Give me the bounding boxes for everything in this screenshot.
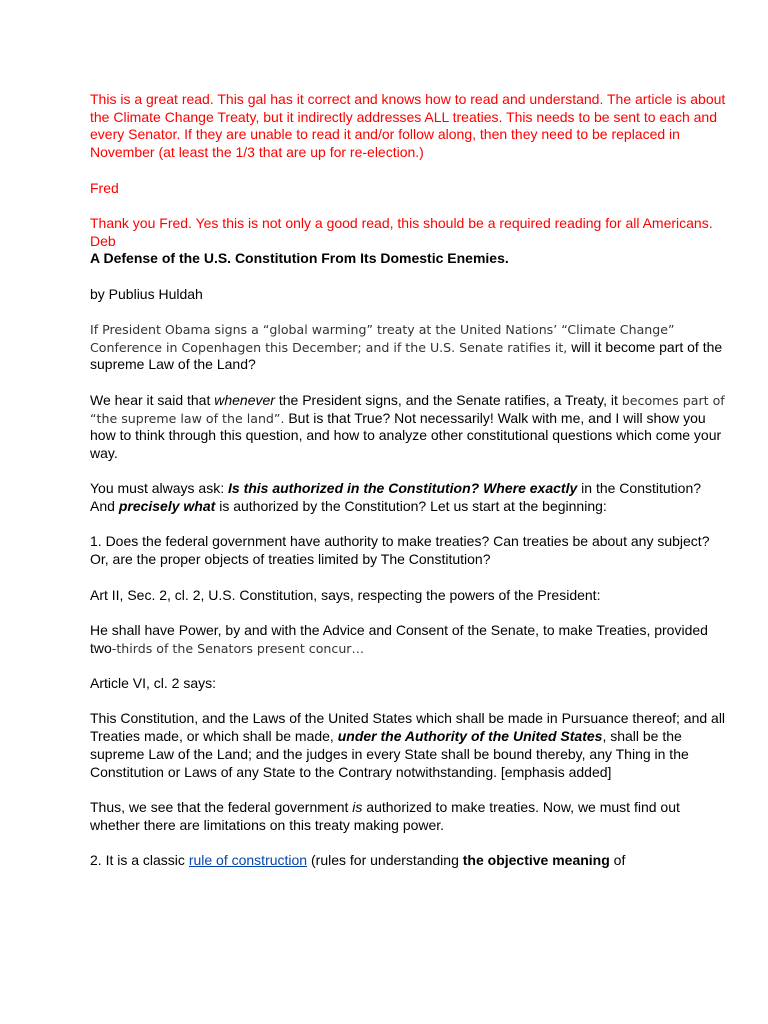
paragraph-9-emphasis: is <box>352 798 363 815</box>
paragraph-10 <box>90 852 728 870</box>
paragraph-6 <box>90 622 728 657</box>
paragraph-1-lead: If President Obama signs a “global warming” treaty at the United Nations’ “Climate Change” Conference in Copenhagen this December; and if the U.S. Senate ratifies it, <box>90 322 675 355</box>
paragraph-3-a: You must always ask: <box>90 480 228 497</box>
rule-of-construction-link[interactable]: rule of construction <box>188 852 308 869</box>
paragraph-6-b: -thirds of the Senators present concur… <box>111 640 365 656</box>
paragraph-3-precisely: precisely what <box>118 498 216 515</box>
paragraph-9-a: Thus, we see that the federal government <box>90 798 353 815</box>
paragraph-2-d: But is that True? Not necessarily! Walk with me, and I will show you how to think through this question, and how to analyze other constitutional questions which come your way. <box>90 409 722 461</box>
paragraph-2-quote: becomes part of “the supreme law of the land”. <box>90 392 725 426</box>
paragraph-1 <box>90 321 728 374</box>
paragraph-9 <box>90 799 728 834</box>
paragraph-8-a: This Constitution, and the Laws of the United States which shall be made in Pursuance thereof; and all Treaties made, or which shall be made, <box>90 710 726 745</box>
paragraph-9-b: authorized to make treaties. Now, we must find out whether there are limitations on this treaty making power. <box>90 798 680 833</box>
intro-reply: Thank you Fred. Yes this is not only a good read, this should be a required reading for all Americans. Deb <box>90 214 713 249</box>
paragraph-8-c: , shall be the supreme Law of the Land; and the judges in every State shall be bound thereby, any Thing in the Constitution or Laws of any State to the Contrary notwithstanding. [emphasis added] <box>90 728 689 780</box>
intro-signature: Fred <box>90 179 119 196</box>
paragraph-8-emphasis: under the Authority of the United States <box>337 728 603 745</box>
paragraph-2-a: We hear it said that <box>90 391 215 408</box>
paragraph-2-b: the President signs, and the Senate ratifies, a Treaty, it <box>274 391 618 408</box>
paragraph-10-bold: the objective meaning <box>462 852 610 869</box>
paragraph-10-a: 2. It is a classic <box>90 852 189 869</box>
paragraph-1-question: will it become part of the supreme Law of the Land? <box>90 338 723 373</box>
paragraph-3-e: is authorized by the Constitution? Let us start at the beginning: <box>215 498 607 515</box>
paragraph-7: Article VI, cl. 2 says: <box>90 675 217 692</box>
intro-paragraph: This is a great read. This gal has it correct and knows how to read and understand. The article is about the Climate Change Treaty, but it indirectly addresses ALL treaties. This needs to be sent to each and every Senator. If they are unable to read it and/or follow along, then they need to be replaced in November (at least the 1/3 that are up for re-election.) <box>90 91 726 161</box>
paragraph-2 <box>90 392 728 463</box>
paragraph-3-question: Is this authorized in the Constitution? Where exactly <box>228 480 578 497</box>
article-byline: by Publius Huldah <box>90 285 203 302</box>
paragraph-8 <box>90 710 728 781</box>
paragraph-3-c: in the Constitution? And <box>90 480 702 515</box>
paragraph-5: Art II, Sec. 2, cl. 2, U.S. Constitution, says, respecting the powers of the President: <box>90 586 601 603</box>
paragraph-3 <box>90 480 728 515</box>
paragraph-10-d: of <box>609 852 626 869</box>
paragraph-6-a: He shall have Power, by and with the Advice and Consent of the Senate, to make Treaties, provided two <box>90 621 708 656</box>
paragraph-4: 1. Does the federal government have authority to make treaties? Can treaties be about any subject? Or, are the proper objects of treaties limited by The Constitution? <box>90 533 710 568</box>
paragraph-10-b: (rules for understanding <box>307 852 463 869</box>
paragraph-2-emphasis: whenever <box>214 391 275 408</box>
article-title: A Defense of the U.S. Constitution From Its Domestic Enemies. <box>90 250 509 267</box>
